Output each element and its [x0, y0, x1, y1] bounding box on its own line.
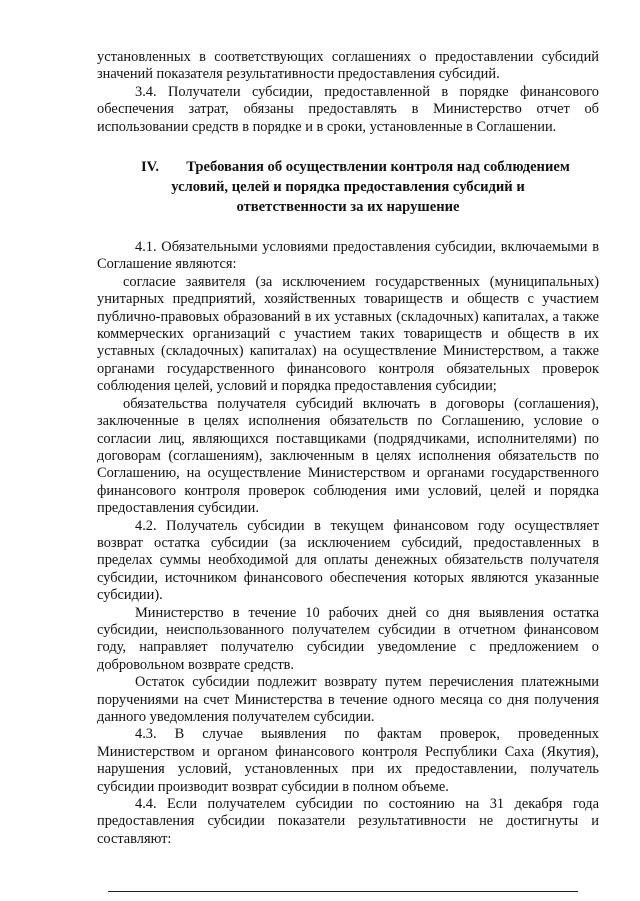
- paragraph-remainder-return: Остаток субсидии подлежит возврату путем перечисления платежными поручениями на счет Министерства в течение одного месяца со дня получения данного уведомления получателем субсидии.: [97, 674, 599, 725]
- paragraph-4-4: 4.4. Если получателем субсидии по состоянию на 31 декабря года предоставления субсидии показатели результативности не достигнуты и составляют:: [97, 796, 599, 847]
- paragraph-4-1: 4.1. Обязательными условиями предоставления субсидии, включаемыми в Соглашение являются:: [97, 239, 599, 273]
- section-title-line-3: ответственности за их нарушение: [236, 199, 460, 216]
- section-title-line-1: Требования об осуществлении контроля над соблюдением: [186, 159, 570, 176]
- section-title-line-2: условий, целей и порядка предоставления субсидий и: [171, 179, 525, 196]
- paragraph-4-2: 4.2. Получатель субсидии в текущем финансовом году осуществляет возврат остатка субсидии (за исключением субсидий, предоставленных в пределах суммы необходимой для оплаты денежных обязательств получателя субсидии, источником финансового обеспечения которых являются указанные субсидии).: [97, 517, 599, 604]
- paragraph-continuation: установленных в соответствующих соглашениях о предоставлении субсидий значений показателя результативности предоставления субсидий.: [97, 49, 599, 83]
- paragraph-3-4: 3.4. Получатели субсидии, предоставленной в порядке финансового обеспечения затрат, обязаны предоставлять в Министерство отчет об использовании средств в порядке и в сроки, установленные в Соглашении.: [97, 83, 599, 135]
- paragraph-obligation-condition: обязательства получателя субсидий включать в договоры (соглашения), заключенные в целях исполнения обязательств по Соглашению, условие о согласии лиц, являющихся поставщиками (подрядчиками, исполнителями) по договорам (соглашениям), заключенным в целях исполнения обязательств по Соглашению, на осуществление Министерством и органами государственного финансового контроля проверок соблюдения ими условий, целей и порядка предоставления субсидии.: [97, 395, 599, 517]
- document-body: [97, 49, 599, 848]
- section-heading: [97, 157, 599, 217]
- bottom-rule: [108, 891, 578, 892]
- section-number: IV.: [141, 159, 159, 176]
- paragraph-4-3: 4.3. В случае выявления по фактам проверок, проведенных Министерством и органом финансового контроля Республики Саха (Якутия), нарушения условий, установленных при их предоставлении, получатель субсидии производит возврат субсидии в полном объеме.: [97, 726, 599, 795]
- paragraph-consent-condition: согласие заявителя (за исключением государственных (муниципальных) унитарных предприятий, хозяйственных товариществ и обществ с участием публично-правовых образований в их уставных (складочных) капиталах, а также коммерческих организаций с участием таких товариществ и обществ в их уставных (складочных) капиталах) на осуществление Министерством, а также органами государственного финансового контроля обязательных проверок соблюдения целей, условий и порядка предоставления субсидии;: [97, 273, 599, 395]
- paragraph-ministry-notice: Министерство в течение 10 рабочих дней со дня выявления остатка субсидии, неиспользованного получателем субсидии в отчетном финансовом году, направляет получателю субсидии уведомление с предложением о добровольном возврате средств.: [97, 604, 599, 673]
